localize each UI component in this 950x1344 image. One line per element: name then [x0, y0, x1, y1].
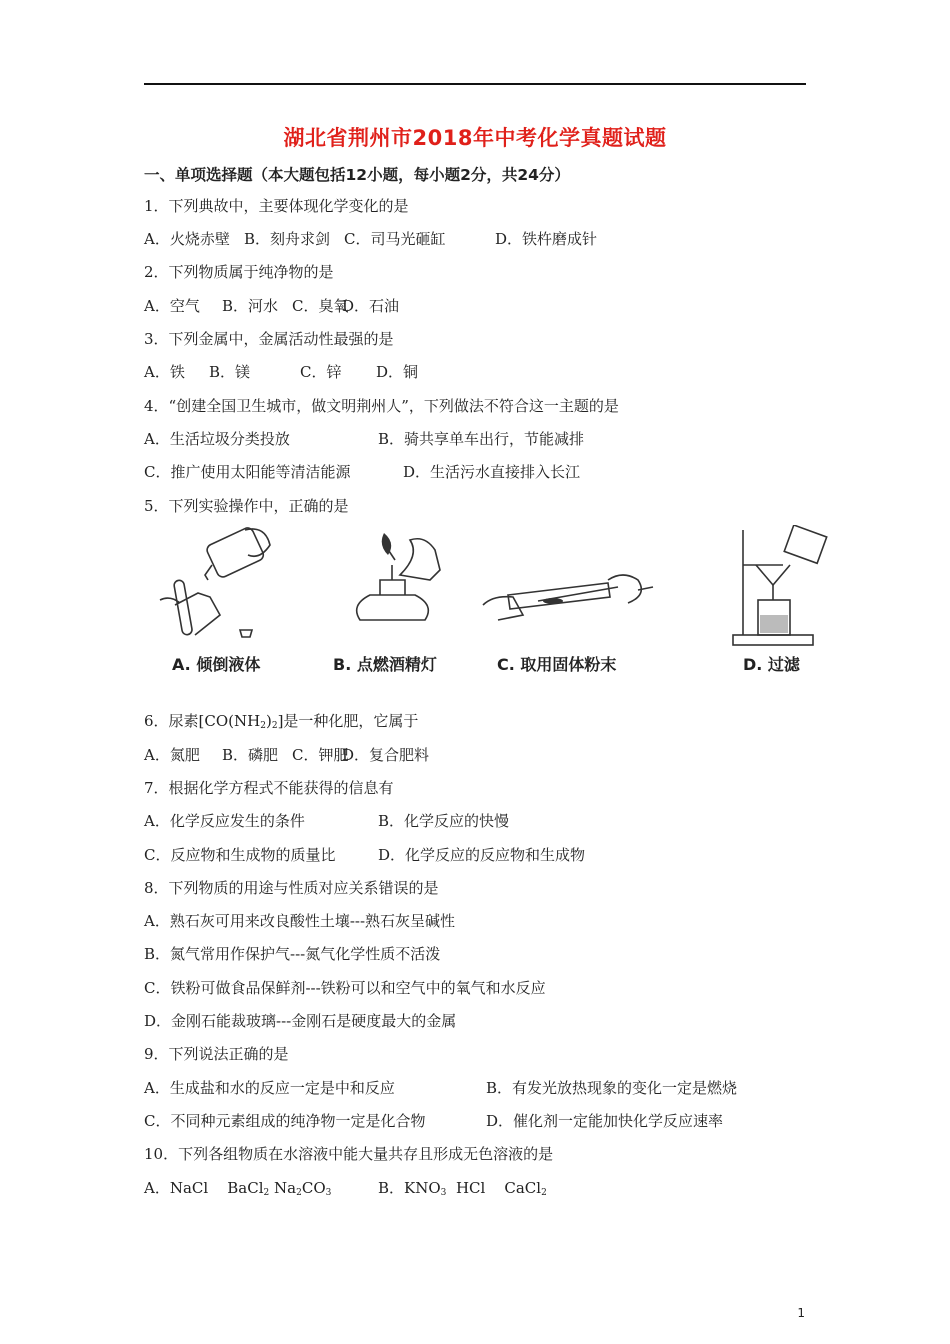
question-10-stem: 10．下列各组物质在水溶液中能大量共存且形成无色溶液的是: [144, 1145, 554, 1163]
q1-option-a: A．火烧赤壁: [144, 230, 230, 248]
q3-option-a: A．铁: [144, 363, 185, 381]
q10-option-b: B．$KNO_3$ HCl CaCl$_2$: [378, 1179, 547, 1198]
question-8-stem: 8．下列物质的用途与性质对应关系错误的是: [144, 879, 439, 897]
question-1-stem: 1．下列典故中，主要体现化学变化的是: [144, 197, 409, 215]
header-rule: [144, 83, 806, 85]
figure-pouring-liquid: [150, 525, 285, 645]
question-7-stem: 7．根据化学方程式不能获得的信息有: [144, 779, 394, 797]
question-3-stem: 3．下列金属中，金属活动性最强的是: [144, 330, 394, 348]
q8-option-b: B．氮气常用作保护气---氮气化学性质不活泼: [144, 945, 441, 963]
question-5-stem: 5．下列实验操作中，正确的是: [144, 497, 349, 515]
q9-option-a: A．生成盐和水的反应一定是中和反应: [144, 1079, 395, 1097]
q2-option-a: A．空气: [144, 297, 200, 315]
q9-option-d: D．催化剂一定能加快化学反应速率: [486, 1112, 724, 1130]
q6-option-d: D．复合肥料: [342, 746, 430, 764]
section-heading: 一、单项选择题（本大题包括12小题，每小题2分，共24分）: [144, 166, 570, 184]
figure-filtration: [728, 525, 838, 650]
q3-option-d: D．铜: [376, 363, 419, 381]
figure-d-caption: D. 过滤: [743, 655, 800, 674]
q3-option-b: B．镁: [209, 363, 251, 381]
q1-option-c: C．司马光砸缸: [344, 230, 446, 248]
page-number: 1: [797, 1306, 805, 1320]
q2-option-b: B．河水: [222, 297, 279, 315]
q4-option-c: C．推广使用太阳能等清洁能源: [144, 463, 351, 481]
page-title: 湖北省荆州市2018年中考化学真题试题: [283, 126, 667, 150]
q7-option-d: D．化学反应的反应物和生成物: [378, 846, 586, 864]
figure-solid-powder: [478, 525, 658, 645]
q1-option-b: B．刻舟求剑: [244, 230, 331, 248]
question-9-stem: 9．下列说法正确的是: [144, 1045, 289, 1063]
q3-option-c: C．锌: [300, 363, 342, 381]
q8-option-d: D．金刚石能裁玻璃---金刚石是硬度最大的金属: [144, 1012, 457, 1030]
q6-option-a: A．氮肥: [144, 746, 200, 764]
figure-a-caption: A. 倾倒液体: [172, 655, 261, 674]
q2-option-d: D．石油: [342, 297, 400, 315]
question-4-stem: 4．“创建全国卫生城市，做文明荆州人”，下列做法不符合这一主题的是: [144, 397, 619, 415]
q9-option-c: C．不同种元素组成的纯净物一定是化合物: [144, 1112, 426, 1130]
q7-option-b: B．化学反应的快慢: [378, 812, 510, 830]
q9-option-b: B．有发光放热现象的变化一定是燃烧: [486, 1079, 738, 1097]
q1-option-d: D．铁杵磨成针: [495, 230, 598, 248]
q8-option-c: C．铁粉可做食品保鲜剂---铁粉可以和空气中的氧气和水反应: [144, 979, 546, 997]
q4-option-d: D．生活污水直接排入长江: [403, 463, 581, 481]
q2-option-c: C．臭氧: [292, 297, 349, 315]
q7-option-a: A．化学反应发生的条件: [144, 812, 305, 830]
figure-c-caption: C. 取用固体粉末: [497, 655, 617, 674]
figure-alcohol-lamp: [340, 525, 465, 645]
figure-b-caption: B. 点燃酒精灯: [333, 655, 437, 674]
q4-option-a: A．生活垃圾分类投放: [144, 430, 290, 448]
question-2-stem: 2．下列物质属于纯净物的是: [144, 263, 334, 281]
q7-option-c: C．反应物和生成物的质量比: [144, 846, 336, 864]
q8-option-a: A．熟石灰可用来改良酸性土壤---熟石灰呈碱性: [144, 912, 456, 930]
q10-option-a: A．NaCl BaCl$_2$ $Na_2CO_3$: [144, 1179, 332, 1198]
q6-option-c: C．钾肥: [292, 746, 349, 764]
question-6-stem: 6．尿素$[CO(NH_2)_2]$是一种化肥，它属于: [144, 712, 419, 731]
q4-option-b: B．骑共享单车出行，节能减排: [378, 430, 585, 448]
q6-option-b: B．磷肥: [222, 746, 279, 764]
